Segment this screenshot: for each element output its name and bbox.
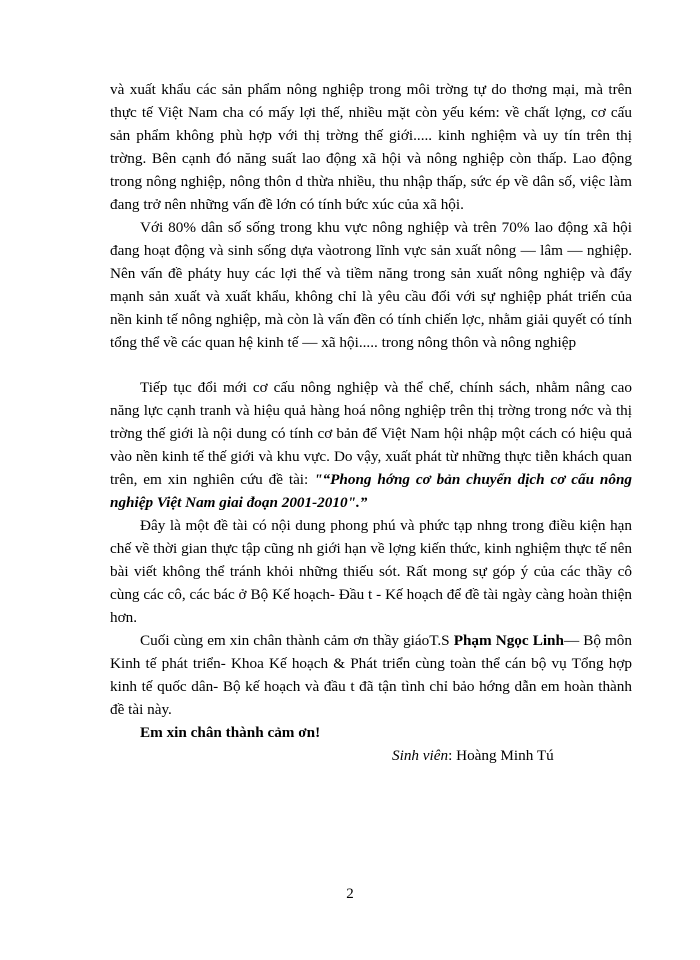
advisor-name: Phạm Ngọc Linh	[453, 632, 564, 649]
paragraph-5	[110, 629, 632, 721]
closing-thanks: Em xin chân thành cảm ơn!	[140, 724, 321, 741]
signature-name: Hoàng Minh Tú	[456, 747, 554, 764]
paragraph-4: Đây là một đề tài có nội dung phong phú và phức tạp nhng trong điều kiện hạn chế về thời gian thực tập cũng nh giới hạn về lợng kiến thức, kinh nghiệm thực tế nên bài viết không thể tránh khỏi những thiếu sót. Rất mong sự góp ý của các thầy cô cùng các cô, các bác ở Bộ Kế hoạch- Đầu t - Kế hoạch để đề tài ngày càng hoàn thiện hơn.	[110, 517, 632, 626]
thesis-topic: "“Phong hớng cơ bản chuyển dịch cơ cấu nông nghiệp Việt Nam giai đoạn 2001-2010".”	[110, 471, 632, 511]
document-body	[110, 78, 632, 767]
paragraph-3-text: Tiếp tục đổi mới cơ cấu nông nghiệp và thể chế, chính sách, nhằm nâng cao năng lực cạnh tranh và hiệu quả hàng hoá nông nghiệp trên thị trờng trong nớc và thị trờng thế giới là nội dung có tính cơ bản để Việt Nam hội nhập một cách có hiệu quả vào nền kinh tế thế giới và khu vực. Do vậy, xuất phát từ những thực tiễn khách quan trên, em xin nghiên cứu đề tài:	[110, 379, 632, 488]
signature-separator: :	[448, 747, 457, 764]
signature-label: Sinh viên	[392, 747, 449, 764]
paragraph-1: và xuất khẩu các sản phẩm nông nghiệp trong môi trờng tự do thơng mại, mà trên thực tế Việt Nam cha có mấy lợi thế, nhiều mặt còn yếu kém: về chất lợng, cơ cấu sản phẩm không phù hợp với thị trờng thế giới..... kinh nghiệm và uy tín trên thị trờng. Bên cạnh đó năng suất lao động xã hội và nông nghiệp còn thấp. Lao động trong nông nghiệp, nông thôn d thừa nhiều, thu nhập thấp, sức ép về dân số, việc làm đang trở nên những vấn đề lớn có tính bức xúc của xã hội.	[110, 81, 632, 213]
page-number: 2	[346, 886, 354, 902]
paragraph-5-post: — Bộ môn Kinh tế phát triển- Khoa Kế hoạch & Phát triển cùng toàn thể cán bộ vụ Tổng hợp kinh tế quốc dân- Bộ kế hoạch và đầu t đã tận tình chỉ bảo hớng dẫn em hoàn thành đề tài này.	[110, 632, 632, 718]
paragraph-5-pre: Cuối cùng em xin chân thành cảm ơn thầy giáoT.S	[140, 632, 454, 649]
paragraph-2: Với 80% dân số sống trong khu vực nông nghiệp và trên 70% lao động xã hội đang hoạt động và sinh sống dựa vàotrong lĩnh vực sản xuất nông — lâm — nghiệp. Nên vấn đề pháty huy các lợi thế và tiềm năng trong sản xuất nông nghiệp và đẩy mạnh sản xuất và xuất khẩu, không chỉ là yêu cầu đối với sự nghiệp phát triển của nền kinh tế nông nghiệp, mà còn là vấn đền có tính chiến lợc, nhằm giải quyết có tính tổng thể về các quan hệ kinh tế — xã hội..... trong nông thôn và nông nghiệp	[110, 219, 632, 351]
paragraph-3	[110, 376, 632, 514]
paragraph-gap	[110, 354, 632, 376]
signature-line	[110, 744, 632, 767]
